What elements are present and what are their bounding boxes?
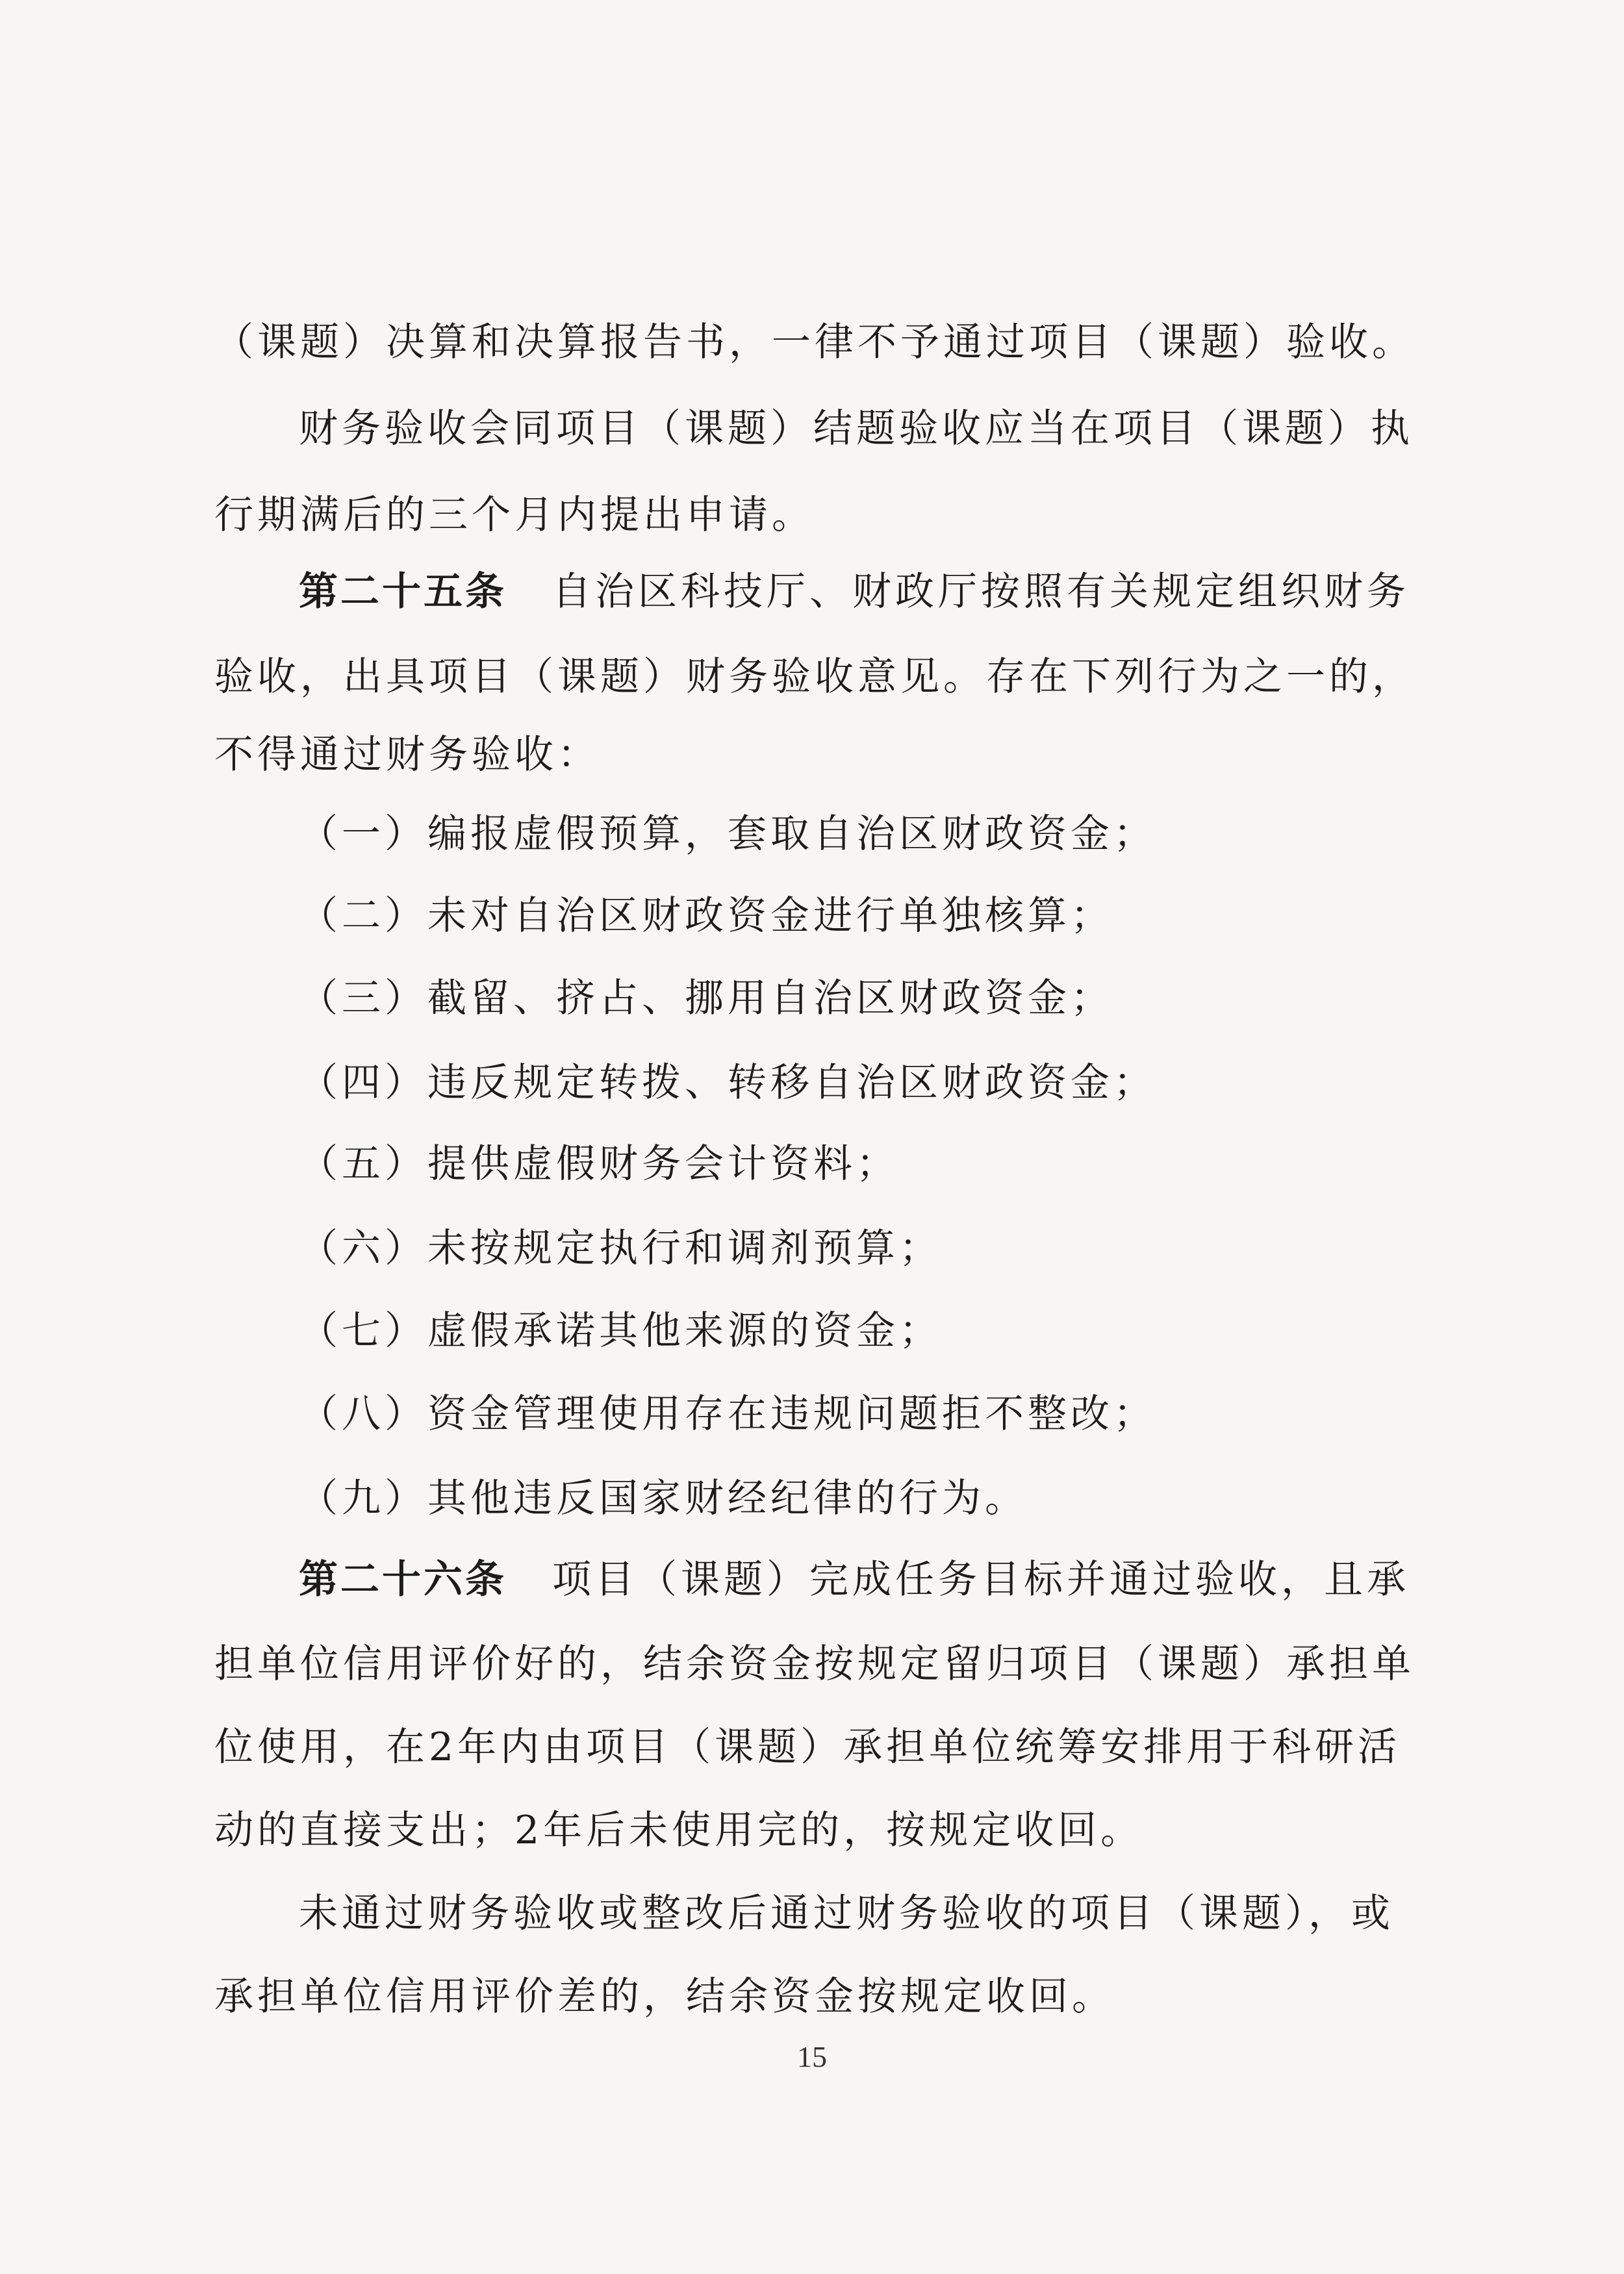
body-line: 验收，出具项目（课题）财务验收意见。存在下列行为之一的， <box>214 654 1415 700</box>
list-item: （八）资金管理使用存在违规问题拒不整改； <box>299 1391 1156 1437</box>
page-number: 15 <box>797 2040 827 2073</box>
article-25-paragraph <box>299 566 1423 618</box>
body-line: 承担单位信用评价差的，结余资金按规定收回。 <box>214 1974 1115 2019</box>
body-line: 未通过财务验收或整改后通过财务验收的项目（课题），或 <box>299 1891 1394 1936</box>
body-line: 位使用，在2年内由项目（课题）承担单位统筹安排用于科研活 <box>214 1724 1401 1770</box>
list-item: （一）编报虚假预算，套取自治区财政资金； <box>299 811 1156 857</box>
body-line: 财务验收会同项目（课题）结题验收应当在项目（课题）执 <box>299 406 1414 451</box>
body-line: 行期满后的三个月内提出申请。 <box>214 492 815 538</box>
list-item: （四）违反规定转拨、转移自治区财政资金； <box>299 1060 1156 1105</box>
body-line: 不得通过财务验收： <box>214 732 600 777</box>
body-line: 担单位信用评价好的，结余资金按规定留归项目（课题）承担单 <box>214 1641 1415 1687</box>
body-line: （课题）决算和决算报告书，一律不予通过项目（课题）验收。 <box>214 320 1415 365</box>
list-item: （九）其他违反国家财经纪律的行为。 <box>299 1476 1028 1521</box>
article-26-heading: 第二十六条 <box>299 1557 507 1602</box>
list-item: （二）未对自治区财政资金进行单独核算； <box>299 893 1113 939</box>
body-line: 动的直接支出；2年后未使用完的，按规定收回。 <box>214 1808 1144 1853</box>
list-item: （六）未按规定执行和调剂预算； <box>299 1226 942 1271</box>
body-line: 自治区科技厅、财政厅按照有关规定组织财务 <box>552 569 1410 614</box>
list-item: （三）截留、挤占、挪用自治区财政资金； <box>299 976 1113 1021</box>
article-26-paragraph <box>299 1554 1423 1606</box>
list-item: （五）提供虚假财务会计资料； <box>299 1141 899 1187</box>
article-25-heading: 第二十五条 <box>299 569 507 614</box>
list-item: （七）虚假承诺其他来源的资金； <box>299 1308 942 1354</box>
body-line: 项目（课题）完成任务目标并通过验收，且承 <box>552 1557 1410 1602</box>
